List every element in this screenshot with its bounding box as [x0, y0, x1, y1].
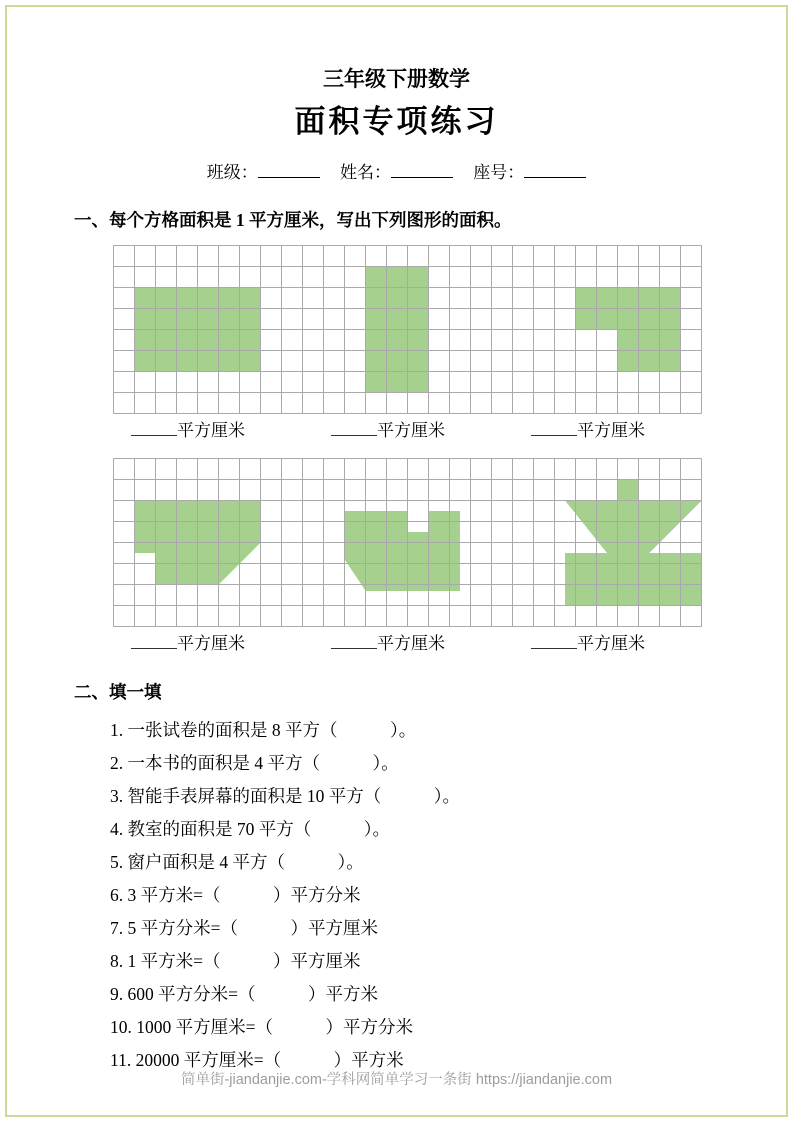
answer-cell — [513, 420, 713, 442]
question-item: 10. 1000 平方厘米=（ ）平方分米 — [110, 1017, 413, 1037]
answer-blank — [331, 421, 377, 436]
worksheet-title: 面积专项练习 — [294, 104, 499, 139]
answer-cell — [513, 633, 713, 655]
grid-1 — [113, 245, 702, 414]
name-field-label: 姓名： — [340, 163, 391, 182]
answer-unit-label: 平方厘米 — [377, 634, 445, 653]
class-field — [207, 163, 320, 182]
seat-field — [473, 163, 586, 182]
seat-field-label: 座号： — [473, 163, 525, 182]
question-item: 9. 600 平方分米=（ ）平方米 — [110, 984, 378, 1004]
answer-unit-label: 平方厘米 — [577, 421, 645, 440]
answer-blank — [131, 634, 177, 649]
grid-2-answers — [113, 633, 713, 655]
answer-cell — [313, 633, 513, 655]
footer-text: 简单街-jiandanjie.com-学科网简单学习一条街 https://jiandanjie.com — [180, 1072, 613, 1088]
question-item: 2. 一本书的面积是 4 平方（ ）。 — [110, 753, 399, 773]
question-item: 11. 20000 平方厘米=（ ）平方米 — [110, 1050, 404, 1070]
question-item: 3. 智能手表屏幕的面积是 10 平方（ ）。 — [110, 786, 460, 806]
question-item: 8. 1 平方米=（ ）平方厘米 — [110, 951, 361, 971]
answer-blank — [331, 634, 377, 649]
name-field-blank — [391, 162, 453, 178]
name-field — [340, 163, 453, 182]
answer-unit-label: 平方厘米 — [377, 421, 445, 440]
question-item: 1. 一张试卷的面积是 8 平方（ ）。 — [110, 720, 417, 740]
question-item: 6. 3 平方米=（ ）平方分米 — [110, 885, 361, 905]
section2-heading: 二、填一填 — [74, 682, 162, 702]
answer-blank — [531, 421, 577, 436]
answer-unit-label: 平方厘米 — [177, 634, 245, 653]
answer-unit-label: 平方厘米 — [577, 634, 645, 653]
grid-1-answers — [113, 420, 713, 442]
section1-heading: 一、每个方格面积是 1 平方厘米，写出下列图形的面积。 — [74, 210, 512, 230]
answer-cell — [313, 420, 513, 442]
worksheet-subtitle: 三年级下册数学 — [323, 67, 470, 91]
answer-blank — [131, 421, 177, 436]
answer-cell — [113, 633, 313, 655]
grid-1-wrap — [113, 245, 793, 414]
question-item: 4. 教室的面积是 70 平方（ ）。 — [110, 819, 390, 839]
seat-field-blank — [524, 162, 586, 178]
grid-2 — [113, 458, 702, 627]
question-item: 5. 窗户面积是 4 平方（ ）。 — [110, 852, 364, 872]
student-info-row — [0, 158, 793, 183]
grid-2-wrap — [113, 458, 793, 627]
fill-in-questions — [110, 719, 793, 1071]
class-field-blank — [258, 162, 320, 178]
question-item: 7. 5 平方分米=（ ）平方厘米 — [110, 918, 378, 938]
answer-blank — [531, 634, 577, 649]
class-field-label: 班级： — [206, 163, 258, 182]
answer-cell — [113, 420, 313, 442]
answer-unit-label: 平方厘米 — [177, 421, 245, 440]
